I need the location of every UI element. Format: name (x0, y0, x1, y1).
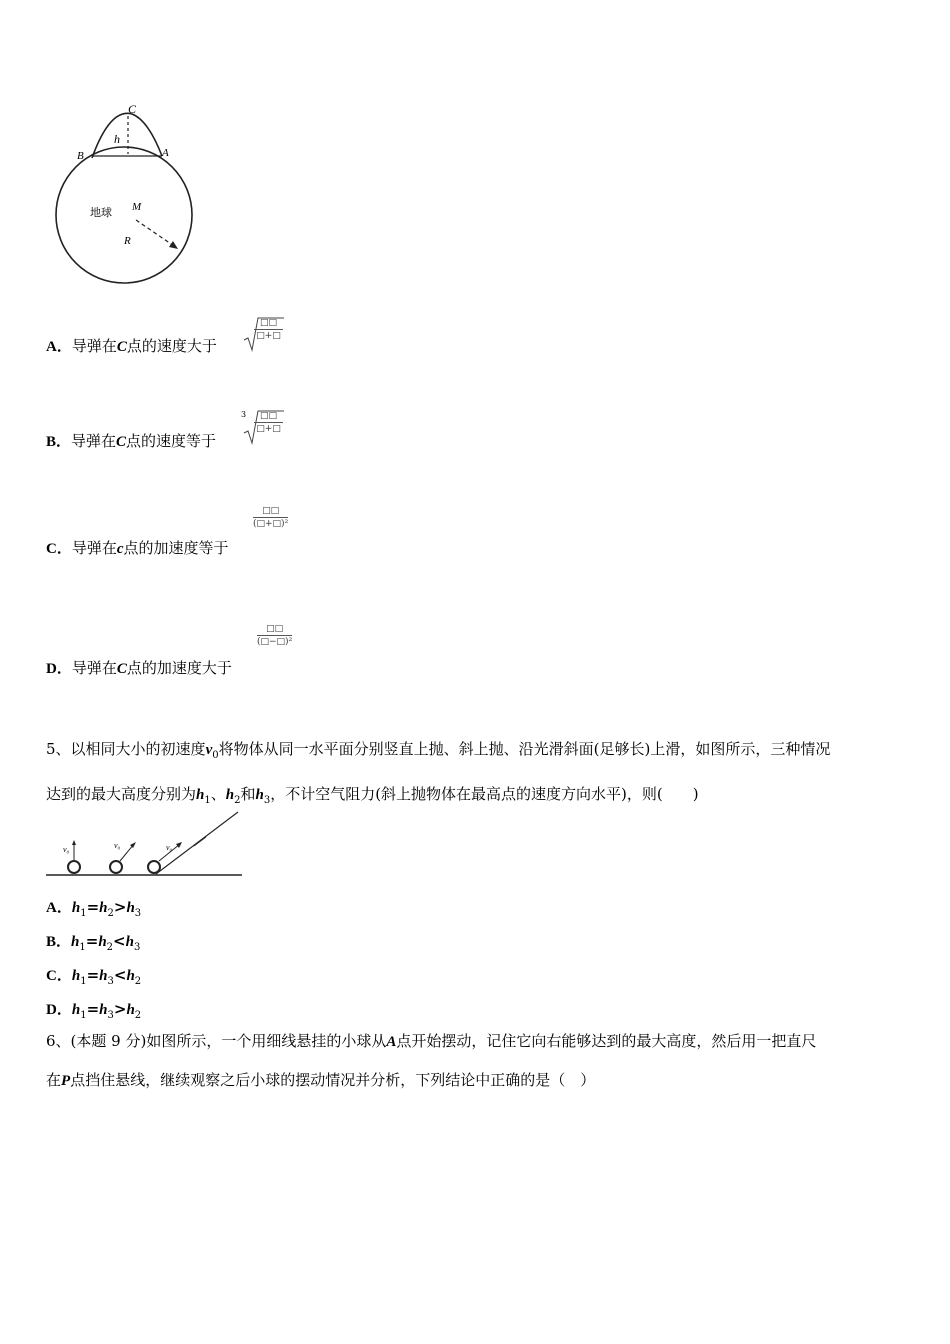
label-h: h (114, 132, 120, 146)
q5-line2: 达到的最大高度分别为$h_1$、$h_2$和$h_3$，不计空气阻力(斜上抛物体在最高点的速度方向水平)，则( ) (46, 785, 699, 806)
label-c: C (128, 102, 137, 116)
arrow-vertical-head (72, 840, 76, 845)
ball-1 (68, 861, 80, 873)
incline-mark (194, 837, 206, 846)
label-a: A (162, 147, 169, 159)
q5-option-c[interactable]: C．$h_1=h_3<h_2$ (46, 966, 142, 987)
q4-option-d[interactable]: D．导弹在C点的加速度大于 (46, 659, 232, 677)
q6-stem (46, 1022, 906, 1100)
q6-line1: 6、(本题 9 分)如图所示，一个用细线悬挂的小球从A点开始摆动，记住它向右能够达到的最大高度，然后用一把直尺 (46, 1032, 817, 1050)
ball-2 (110, 861, 122, 873)
q4-option-b[interactable]: B．导弹在C点的速度等于 (46, 432, 217, 450)
q4a-fraction: □□ □+□ (254, 318, 283, 341)
earth-trajectory-figure (40, 98, 200, 288)
ball-3 (148, 861, 160, 873)
q4-option-c[interactable]: C．导弹在c点的加速度等于 (46, 539, 229, 557)
radius-dashed-arrow (136, 220, 174, 246)
v0-label-2: v₀ (114, 841, 121, 850)
q4d-fraction: □□ (□−□)² (257, 624, 293, 647)
v0-label-3: v₀ (166, 843, 173, 852)
earth-circle (56, 147, 192, 283)
q4-option-a[interactable]: A．导弹在C点的速度大于 (46, 337, 217, 355)
v0-label-1: v₀ (63, 845, 70, 854)
q5-option-b[interactable]: B．$h_1=h_2<h_3$ (46, 932, 141, 953)
q6-line2: 在P点挡住悬线，继续观察之后小球的摆动情况并分析，下列结论中正确的是（ ） (46, 1071, 596, 1089)
label-b: B (77, 150, 84, 162)
q5-line1: 5、以相同大小的初速度$v_0$将物体从同一水平面分别竖直上抛、斜上抛、沿光滑斜面(足够长)上滑，如图所示，三种情况 (46, 740, 831, 761)
q4b-fraction: □□ □+□ (254, 411, 283, 434)
projectile-figure (44, 808, 248, 880)
q5-option-a[interactable]: A．$h_1=h_2>h_3$ (46, 898, 142, 919)
radius-arrowhead (169, 241, 178, 249)
label-m: M (132, 201, 142, 213)
q4b-root-index: 3 (241, 410, 247, 419)
label-r: R (124, 235, 131, 247)
q4c-fraction: □□ (□+□)² (253, 506, 289, 529)
q5-stem (46, 730, 906, 820)
q5-option-d[interactable]: D．$h_1=h_3>h_2$ (46, 1000, 142, 1021)
label-earth: 地球 (90, 206, 112, 219)
